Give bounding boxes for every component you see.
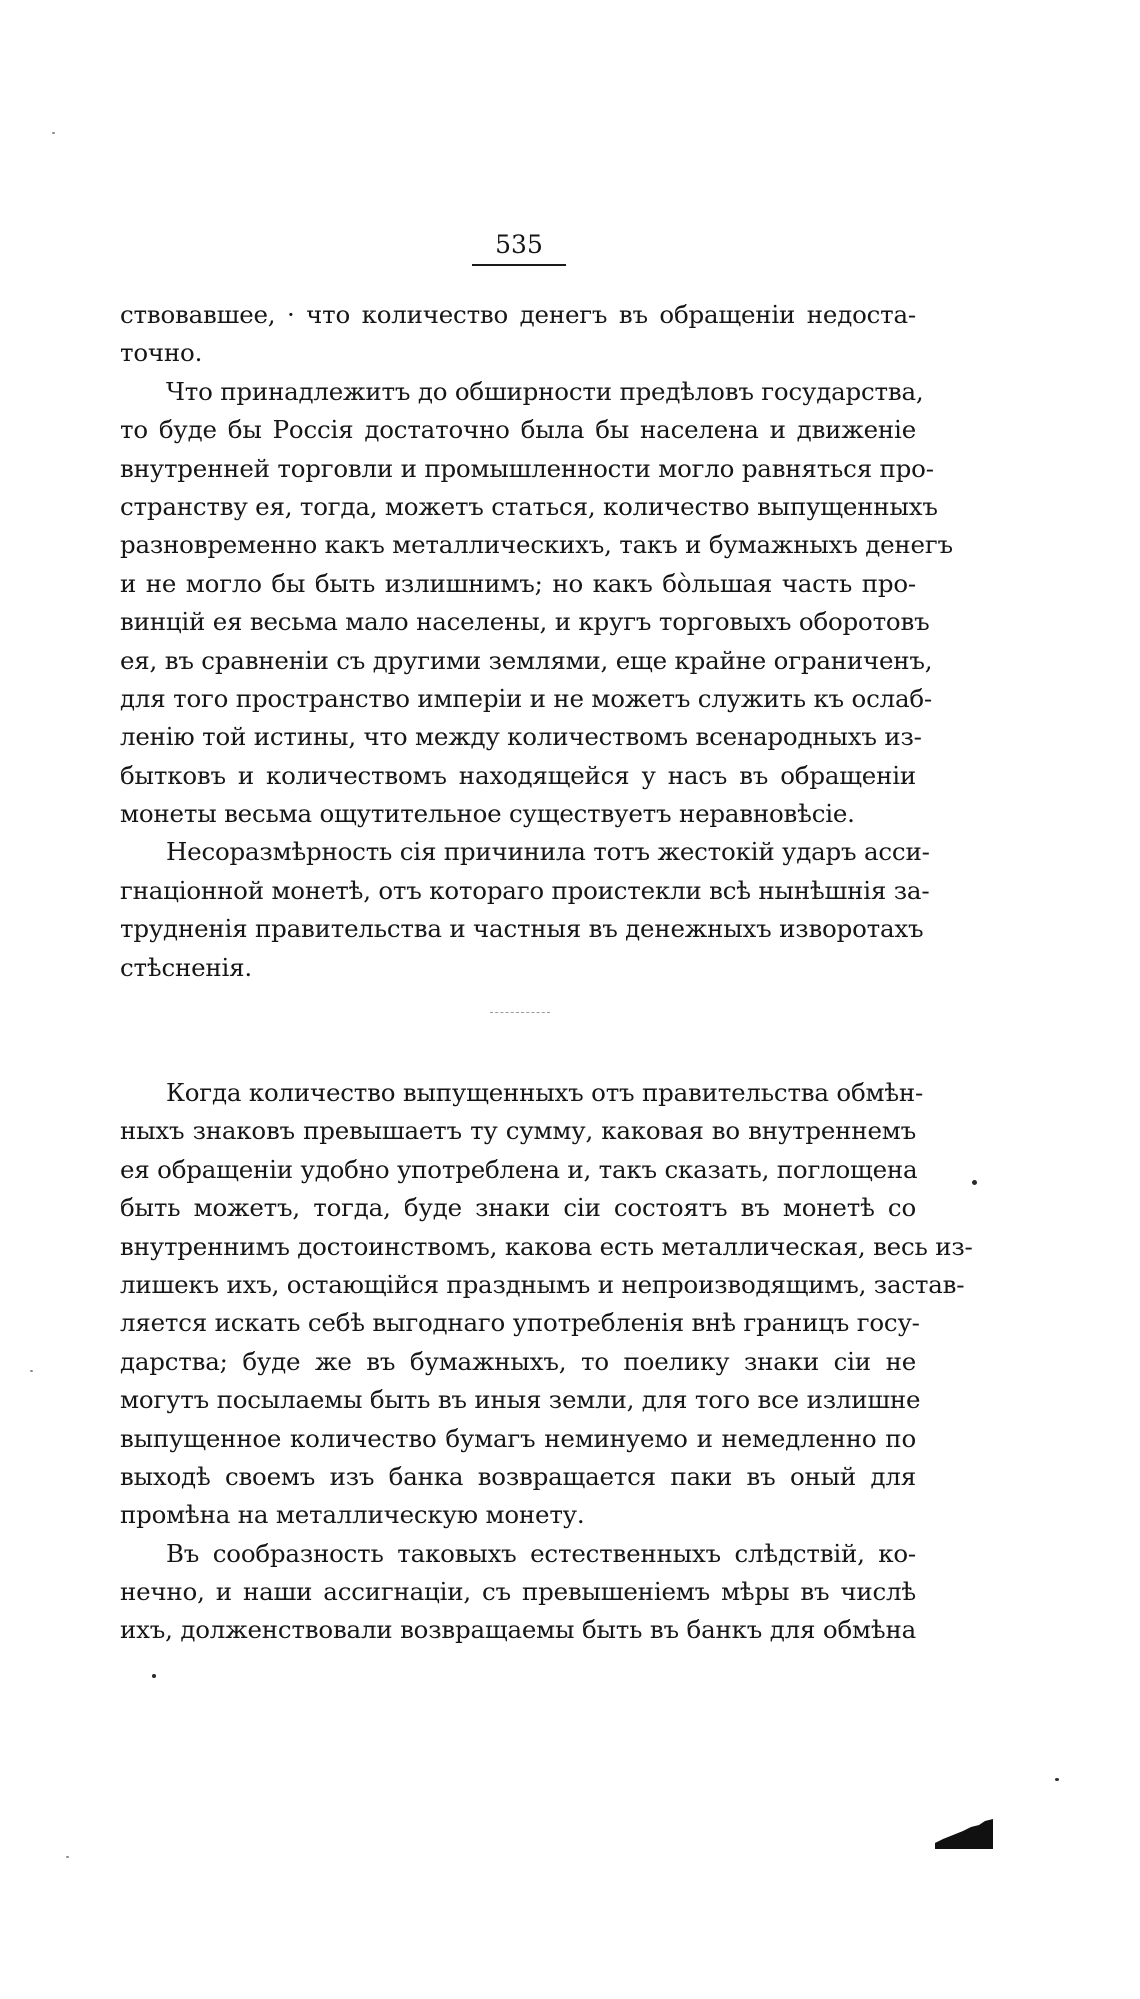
text-line: ея обращеніи удобно употреблена и, такъ сказать, поглощена (120, 1154, 918, 1184)
section-1 (120, 296, 953, 987)
text-line: точно. (120, 338, 203, 368)
text-line: ствовавшее, · что количество денегъ въ обращеніи недоста- (120, 300, 916, 329)
text-line: внутреннимъ достоинствомъ, какова есть металлическая, весь из- (120, 1231, 973, 1261)
scan-speck (30, 1370, 33, 1372)
text-line: ея, въ сравненіи съ другими землями, еще крайне ограниченъ, (120, 645, 933, 675)
text-line: Что принадлежитъ до обширности предѣловъ государства, (166, 376, 924, 406)
text-line: внутренней торговли и промышленности могло равняться про- (120, 453, 934, 483)
text-line: быть можетъ, тогда, буде знаки сіи состоятъ въ монетѣ со (120, 1193, 916, 1223)
text-line: разновременно какъ металлическихъ, такъ и бумажныхъ денегъ (120, 530, 953, 560)
text-line: дарства; буде же въ бумажныхъ, то поелику знаки сіи не (120, 1346, 916, 1376)
page-number: 535 (495, 230, 543, 259)
text-line: стѣсненія. (120, 952, 253, 982)
text-line: выпущенное количество бумагъ неминуемо и немедленно по (120, 1423, 916, 1453)
section-2 (120, 1074, 973, 1650)
text-line: ляется искать себѣ выгоднаго употребленія внѣ границъ госу- (120, 1308, 920, 1338)
text-line: ныхъ знаковъ превышаетъ ту сумму, каковая во внутреннемъ (120, 1116, 916, 1146)
text-line: для того пространство имперіи и не можетъ служить къ ослаб- (120, 683, 933, 713)
text-line: бытковъ и количествомъ находящейся у насъ въ обращеніи (120, 760, 916, 790)
text-line: ихъ, долженствовали возвращаемы быть въ банкъ для обмѣна (120, 1615, 916, 1645)
text-line: монеты весьма ощутительное существуетъ неравновѣсіе. (120, 799, 855, 829)
text-line: гнаціонной монетѣ, отъ котораго проистекли всѣ нынѣшнія за- (120, 875, 930, 905)
text-line: лишекъ ихъ, остающійся празднымъ и непроизводящимъ, застав- (120, 1269, 965, 1299)
scan-speck (66, 1856, 69, 1858)
text-line: Несоразмѣрность сія причинила тотъ жестокій ударъ асси- (166, 837, 930, 867)
text-line: промѣна на металлическую монету. (120, 1500, 585, 1530)
text-line: трудненія правительства и частныя въ денежныхъ изворотахъ (120, 914, 924, 944)
scan-speck (972, 1180, 977, 1185)
text-line: то буде бы Россія достаточно была бы населена и движеніе (120, 415, 916, 445)
text-line: Когда количество выпущенныхъ отъ правительства обмѣн- (166, 1078, 924, 1107)
section-separator (490, 1012, 550, 1014)
text-line: и не могло бы быть излишнимъ; но какъ бо̀льшая часть про- (120, 568, 916, 598)
text-line: могутъ посылаемы быть въ иныя земли, для того все излишне (120, 1385, 921, 1415)
text-line: выходѣ своемъ изъ банка возвращается паки въ оный для (120, 1461, 916, 1491)
scan-speck (52, 132, 55, 134)
scan-corner-mark (935, 1815, 993, 1849)
text-line: ленію той истины, что между количествомъ всенародныхъ из- (120, 722, 922, 752)
scan-speck (1055, 1778, 1059, 1781)
text-line: нечно, и наши ассигнаціи, съ превышеніемъ мѣры въ числѣ (120, 1577, 916, 1607)
page-number-rule (472, 264, 566, 266)
scan-speck (152, 1674, 156, 1678)
text-line: Въ сообразность таковыхъ естественныхъ слѣдствій, ко- (166, 1538, 916, 1568)
text-line: винцій ея весьма мало населены, и кругъ торговыхъ оборотовъ (120, 607, 930, 637)
text-line: странству ея, тогда, можетъ статься, количество выпущенныхъ (120, 491, 938, 521)
